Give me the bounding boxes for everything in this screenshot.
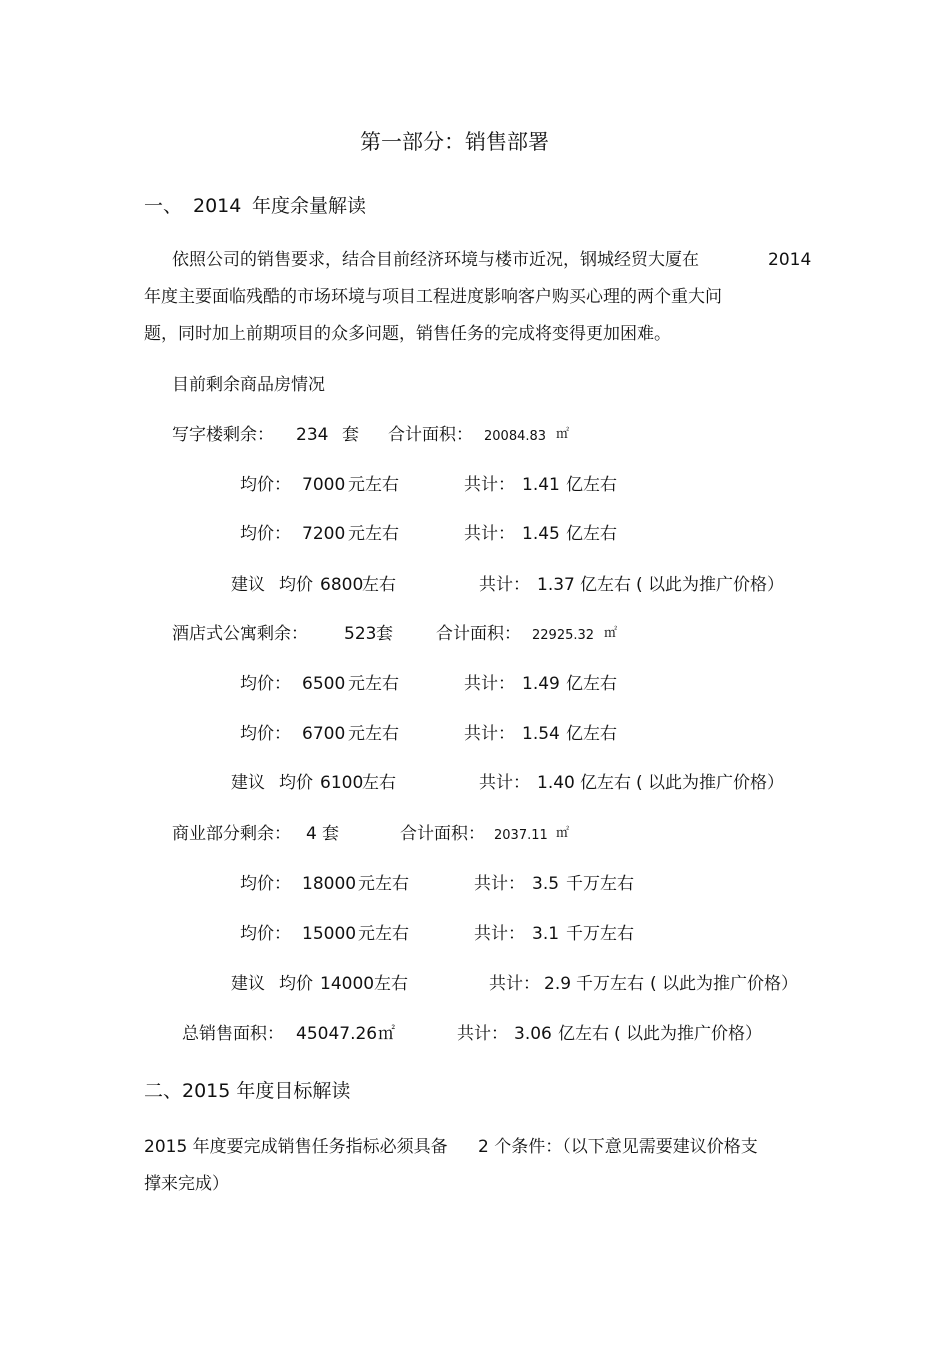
office-row1-total: 1.41 bbox=[522, 475, 560, 495]
section2-line-2: 撑来完成） bbox=[144, 1174, 229, 1194]
section1-heading: 年度余量解读 bbox=[252, 195, 367, 217]
office-suggest-total-unit: 亿左右 bbox=[580, 575, 631, 595]
office-row2-total-label: 共计： bbox=[464, 524, 515, 544]
hotel-row1-total-unit: 亿左右 bbox=[566, 674, 617, 694]
commercial-row2-total-label: 共计： bbox=[474, 924, 525, 944]
total-sum: 3.06 bbox=[514, 1024, 552, 1044]
office-suggest-price-label: 均价 bbox=[279, 575, 313, 595]
office-row1-price-label: 均价： bbox=[240, 475, 291, 495]
commercial-row2-price: 15000 bbox=[302, 924, 357, 944]
hotel-row1-total-label: 共计： bbox=[464, 674, 515, 694]
office-row2-price-unit: 元左右 bbox=[348, 524, 399, 544]
hotel-suggest-note: ( 以此为推广价格） bbox=[636, 773, 785, 793]
commercial-row2-price-label: 均价： bbox=[240, 924, 291, 944]
para-line-3: 题，同时加上前期项目的众多问题，销售任务的完成将变得更加困难。 bbox=[144, 324, 671, 344]
total-sum-unit: 亿左右 bbox=[558, 1024, 609, 1044]
total-area-unit: ㎡ bbox=[378, 1024, 395, 1044]
office-suggest-price-unit: 左右 bbox=[362, 575, 396, 595]
section1-year: 2014 bbox=[193, 195, 242, 217]
commercial-row1-price-label: 均价： bbox=[240, 874, 291, 894]
section2-line-1: 2015 年度要完成销售任务指标必须具备 bbox=[144, 1137, 448, 1157]
office-label: 写字楼剩余： bbox=[172, 425, 274, 445]
office-area-unit: ㎡ bbox=[556, 427, 570, 442]
office-suggest-total-label: 共计： bbox=[479, 575, 530, 595]
office-row1-price-unit: 元左右 bbox=[348, 475, 399, 495]
hotel-suggest-label: 建议 bbox=[231, 773, 265, 793]
hotel-suggest-total-label: 共计： bbox=[479, 773, 530, 793]
hotel-unit: 套 bbox=[376, 624, 393, 644]
commercial-row1-total-unit: 千万左右 bbox=[566, 874, 634, 894]
commercial-row2-price-unit: 元左右 bbox=[358, 924, 409, 944]
hotel-row1-price-label: 均价： bbox=[240, 674, 291, 694]
office-row1-total-label: 共计： bbox=[464, 475, 515, 495]
office-count: 234 bbox=[296, 425, 329, 445]
office-area: 20084.83 bbox=[484, 429, 547, 444]
commercial-row2-total-unit: 千万左右 bbox=[566, 924, 634, 944]
hotel-row2-total-unit: 亿左右 bbox=[566, 724, 617, 744]
hotel-row2-price-label: 均价： bbox=[240, 724, 291, 744]
commercial-suggest-total: 2.9 bbox=[544, 974, 572, 994]
commercial-suggest-note: ( 以此为推广价格） bbox=[650, 974, 799, 994]
total-note: ( 以此为推广价格） bbox=[614, 1024, 763, 1044]
commercial-count: 4 bbox=[306, 824, 317, 844]
office-row2-total: 1.45 bbox=[522, 524, 560, 544]
commercial-area-unit: ㎡ bbox=[556, 826, 570, 841]
commercial-suggest-total-unit: 千万左右 bbox=[576, 974, 644, 994]
para-line-1: 依照公司的销售要求，结合目前经济环境与楼市近况，钢城经贸大厦在 bbox=[172, 250, 699, 270]
section1-number: 一、 bbox=[144, 195, 183, 217]
office-row2-price-label: 均价： bbox=[240, 524, 291, 544]
office-row2-price: 7200 bbox=[302, 524, 346, 544]
hotel-area-unit: ㎡ bbox=[604, 626, 618, 641]
office-row1-price: 7000 bbox=[302, 475, 346, 495]
commercial-row1-total: 3.5 bbox=[532, 874, 560, 894]
hotel-suggest-total-unit: 亿左右 bbox=[580, 773, 631, 793]
office-suggest-price: 6800 bbox=[320, 575, 364, 595]
hotel-suggest-price-label: 均价 bbox=[279, 773, 313, 793]
hotel-row2-total-label: 共计： bbox=[464, 724, 515, 744]
section2-heading: 二、2015 年度目标解读 bbox=[144, 1080, 351, 1102]
hotel-row1-price: 6500 bbox=[302, 674, 346, 694]
hotel-label: 酒店式公寓剩余： bbox=[172, 624, 308, 644]
commercial-row1-price: 18000 bbox=[302, 874, 357, 894]
remaining-intro: 目前剩余商品房情况 bbox=[172, 375, 325, 395]
commercial-suggest-label: 建议 bbox=[231, 974, 265, 994]
total-label: 总销售面积： bbox=[182, 1024, 284, 1044]
commercial-row1-price-unit: 元左右 bbox=[358, 874, 409, 894]
para-line-2: 年度主要面临残酷的市场环境与项目工程进度影响客户购买心理的两个重大问 bbox=[144, 287, 722, 307]
commercial-suggest-total-label: 共计： bbox=[489, 974, 540, 994]
office-suggest-note: ( 以此为推广价格） bbox=[636, 575, 785, 595]
office-unit: 套 bbox=[342, 425, 359, 445]
hotel-row2-total: 1.54 bbox=[522, 724, 560, 744]
hotel-count: 523 bbox=[344, 624, 377, 644]
para-year: 2014 bbox=[768, 250, 812, 270]
section2-line-1-cont: 2 个条件：（以下意见需要建议价格支 bbox=[478, 1137, 758, 1157]
commercial-unit: 套 bbox=[322, 824, 339, 844]
commercial-area: 2037.11 bbox=[494, 828, 548, 843]
hotel-row2-price-unit: 元左右 bbox=[348, 724, 399, 744]
total-area: 45047.26 bbox=[296, 1024, 378, 1044]
hotel-area-label: 合计面积： bbox=[436, 624, 521, 644]
hotel-row1-total: 1.49 bbox=[522, 674, 560, 694]
commercial-row2-total: 3.1 bbox=[532, 924, 560, 944]
commercial-label: 商业部分剩余： bbox=[172, 824, 291, 844]
hotel-suggest-price-unit: 左右 bbox=[362, 773, 396, 793]
hotel-area: 22925.32 bbox=[532, 628, 595, 643]
total-sum-label: 共计： bbox=[457, 1024, 508, 1044]
hotel-suggest-price: 6100 bbox=[320, 773, 364, 793]
commercial-area-label: 合计面积： bbox=[400, 824, 485, 844]
office-row2-total-unit: 亿左右 bbox=[566, 524, 617, 544]
commercial-suggest-price-unit: 左右 bbox=[374, 974, 408, 994]
commercial-suggest-price-label: 均价 bbox=[279, 974, 313, 994]
page-title: 第一部分：销售部署 bbox=[360, 130, 549, 154]
hotel-row1-price-unit: 元左右 bbox=[348, 674, 399, 694]
hotel-row2-price: 6700 bbox=[302, 724, 346, 744]
office-suggest-total: 1.37 bbox=[537, 575, 575, 595]
office-row1-total-unit: 亿左右 bbox=[566, 475, 617, 495]
hotel-suggest-total: 1.40 bbox=[537, 773, 575, 793]
office-suggest-label: 建议 bbox=[231, 575, 265, 595]
commercial-suggest-price: 14000 bbox=[320, 974, 375, 994]
commercial-row1-total-label: 共计： bbox=[474, 874, 525, 894]
office-area-label: 合计面积： bbox=[388, 425, 473, 445]
